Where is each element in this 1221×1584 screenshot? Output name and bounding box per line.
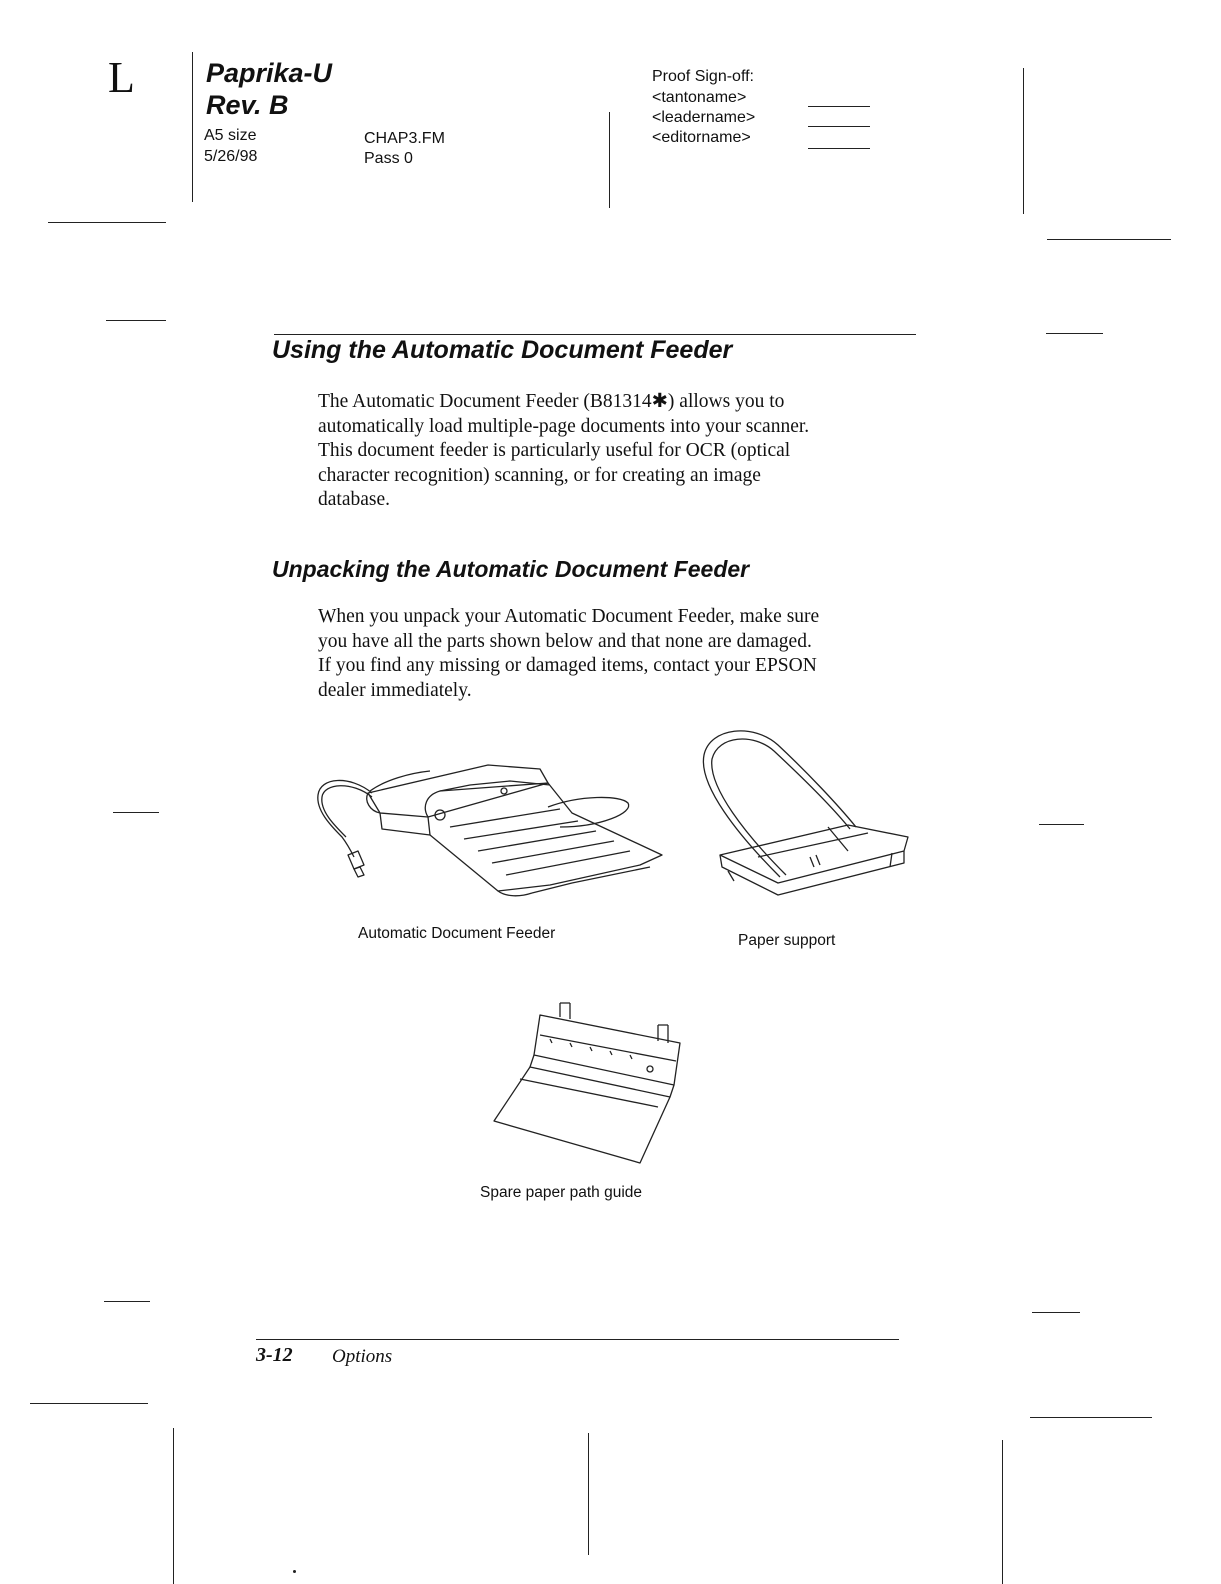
paper-support-caption: Paper support [738,932,836,949]
paper-path-guide-illustration [490,995,690,1165]
section-rule [274,334,916,335]
paper-size: A5 size [204,127,257,144]
intro-line: database. [318,489,391,510]
intro-paragraph [318,390,918,513]
corner-crop-mark-letter: L [108,53,135,102]
paper-support-illustration [698,725,918,895]
body-line: dealer immediately. [318,679,472,701]
project-name: Paprika-U [206,58,333,88]
bottom-crop-mark [173,1428,174,1584]
pass-label: Pass 0 [364,150,413,167]
header-divider-left [192,52,193,202]
margin-mark [30,1403,148,1404]
body-line: When you unpack your Automatic Document Feeder, make sure [318,606,820,627]
bottom-crop-mark [1002,1440,1003,1584]
intro-line: character recognition) scanning, or for creating an image [318,464,761,486]
intro-line: This document feeder is particularly useful for OCR (optical [318,440,791,461]
header-divider-right [1023,68,1024,214]
margin-mark [1046,333,1103,334]
margin-mark [48,222,166,223]
paper-path-guide-caption: Spare paper path guide [480,1184,643,1201]
speck [293,1570,296,1573]
page-number: 3-12 [256,1344,293,1366]
footer-section-name: Options [332,1346,393,1367]
unpacking-paragraph [318,605,918,703]
body-line: If you find any missing or damaged items, contact your EPSON [318,655,817,676]
feeder-caption: Automatic Document Feeder [358,925,556,942]
proof-signoff-title: Proof Sign-off: [652,68,754,85]
signoff-blank-3 [808,148,870,149]
proof-name-tanto: <tantoname> [652,89,747,106]
section-title: Using the Automatic Document Feeder [272,336,733,364]
intro-line: automatically load multiple-page documents into your scanner. [318,415,810,437]
document-feeder-illustration [310,755,670,905]
proof-name-editor: <editorname> [652,129,751,146]
footer-rule [256,1339,899,1340]
header-divider-middle [609,112,610,208]
margin-mark [106,320,166,321]
margin-mark [1047,239,1171,240]
proof-name-leader: <leadername> [652,109,756,126]
margin-mark [113,812,159,813]
print-date: 5/26/98 [204,148,258,165]
file-name: CHAP3.FM [364,130,445,147]
signoff-blank-2 [808,126,870,127]
bottom-crop-mark [588,1433,589,1555]
margin-mark [104,1301,150,1302]
revision-label: Rev. B [206,90,289,120]
body-line: you have all the parts shown below and that none are damaged. [318,630,812,652]
margin-mark [1030,1417,1152,1418]
margin-mark [1039,824,1084,825]
margin-mark [1032,1312,1080,1313]
signoff-blank-1 [808,106,870,107]
intro-line: The Automatic Document Feeder (B81314✱) allows you to [318,391,785,412]
subsection-title: Unpacking the Automatic Document Feeder [272,556,750,582]
